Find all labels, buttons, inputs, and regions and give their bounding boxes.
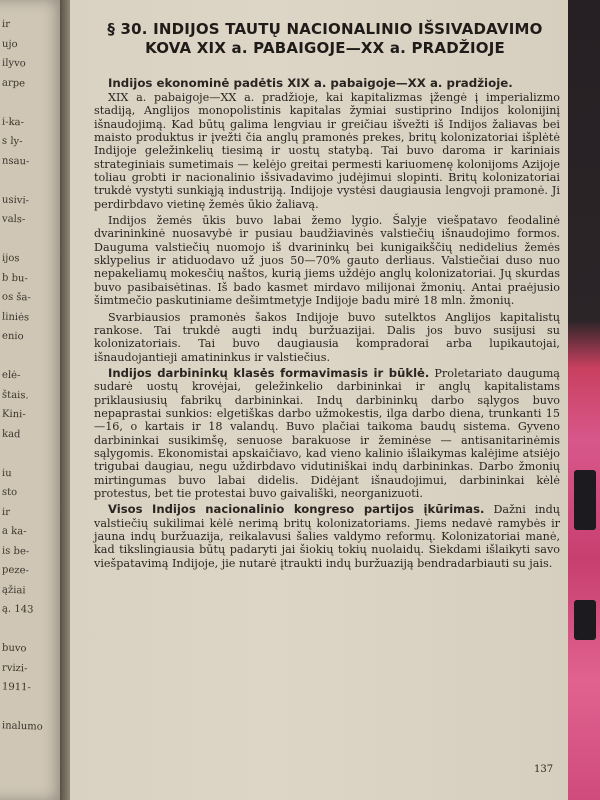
left-page-fragment: is be- xyxy=(1,545,30,557)
left-page-fragment: ąžiai xyxy=(1,584,26,596)
left-page-fragment: a ka- xyxy=(1,525,27,538)
book-page xyxy=(70,0,578,800)
left-page-fragment: b bu- xyxy=(1,272,28,284)
body-text xyxy=(94,76,560,570)
page-number: 137 xyxy=(534,764,554,775)
paragraph-agriculture: Indijos žemės ūkis buvo labai žemo lygio. Šalyje viešpatavo feodalinė dvarininkinė nuosavybė ir pusiau baudžiavinės valstiečių išnaudojimo formos. Dauguma valstiečių nuomojo iš dvarininkų bei kunigaikščių nedidelius žemės sklypelius ir atiduodavo už juos 50—70% gauto derliaus. Valstiečiai duso nuo nepakeliamų mokesčių naštos, kurią jiems uždėjo anglų kolonizatoriai. Jų skurdas buvo pasibaisėtinas. Iš bado kasmet mirdavo milijonai žmonių. Antai praėjusio šimtmečio paskutiniame dešimtmetyje Indijoje badu mirė 18 mln. žmonių. xyxy=(94,214,560,308)
left-page-fragment: ujo xyxy=(1,38,18,50)
section-title: § 30. INDIJOS TAUTŲ NACIONALINIO IŠSIVADAVIMO KOVA XIX a. PABAIGOJE—XX a. PRADŽIOJE xyxy=(107,20,543,57)
left-page-fragment: rvizi- xyxy=(1,662,28,674)
paragraph-body: Dažni indų valstiečių sukilimai kėlė nerimą britų kolonizatoriams. Jiems nedavė ramybės ir jauna indų buržuazija, reikalavusi šalies valdymo reformų. Kolonizatoriai manė, kad tikslingiausia būtų padaryti jai šiokių tokių nuolaidų. Siekdami išlaikyti savo viešpatavimą Indijoje, jie nutarė įtraukti indų buržuaziją bendradarbiauti su jais. xyxy=(94,503,560,570)
section-subheading: Indijos ekonominė padėtis XIX a. pabaigoje—XX a. pradžioje. xyxy=(108,76,513,90)
left-page-fragment: arpe xyxy=(1,77,26,89)
left-page-fragment: buvo xyxy=(1,642,27,655)
left-page-fragment: ą. 143 xyxy=(1,603,34,616)
left-page-fragment: ir xyxy=(1,506,11,518)
left-page xyxy=(0,0,62,800)
left-page-fragment: Kini- xyxy=(1,408,26,421)
left-page-fragment: vals- xyxy=(1,213,26,226)
left-page-fragment: peze- xyxy=(1,564,30,577)
left-page-fragment: štais. xyxy=(1,389,29,401)
left-page-fragment: ilyvo xyxy=(1,57,26,70)
paragraph-economy: XIX a. pabaigoje—XX a. pradžioje, kai kapitalizmas įžengė į imperializmo stadiją, Anglijos monopolistinis kapitalas žymiai sustiprino Indijos kolonijinį išnaudojimą. Kad būtų galima lengviau ir greičiau išvežti iš Indijos žaliavas bei maisto produktus ir įvežti čia anglų pramonės prekes, britų kolonizatoriai išplėtė Indijoje geležinkelių tiesimą ir uostų statybą. Tai buvo daroma ir kariniais strateginiais sumetimais — kelėjo greitai permesti kariuomenę kolonijoms Azijoje toliau grobti ir nacionalinio išsivadavimo judėjimui slopinti. Britų kolonizatoriai trukdė vystyti sunkiąją industriją. Indijoje vystėsi daugiausia lengvoji pramonė. Ji perdirbdavo vietinę žemės ūkio žaliavą. xyxy=(94,91,560,211)
paragraph-working-class xyxy=(94,367,560,500)
left-page-fragment: sto xyxy=(1,486,18,499)
left-page-fragment: usivi- xyxy=(1,194,30,206)
right-background-strip xyxy=(568,0,600,800)
left-page-fragment: i-ka- xyxy=(1,116,25,128)
left-page-fragment: inalumo xyxy=(1,720,43,733)
left-page-fragment: elė- xyxy=(1,369,21,382)
left-page-fragment: ijos xyxy=(1,252,20,265)
paragraph-body: Proletariato daugumą sudarė uostų krovėjai, geležinkelio darbininkai ir anglų kapitalistams priklausiusių fabrikų darbininkai. Indų darbininkų darbo sąlygos buvo nepaprastai sunkios: elgetiškas darbo užmokestis, ilga darbo diena, trunkanti 15—16, o kartais ir 18 valandų. Buvo plačiai taikoma baudų sistema. Gyveno darbininkai susikimšę, senuose barakuose ir žeminėse — antisanitarinėmis sąlygomis. Ekonomistai apskaičiavo, kad vieno kalinio išlaikymas kalėjime atsiėjo trigubai daugiau, negu uždirbdavo vidutiniškai indų darbininkas. Darbo žmonių mirtingumas buvo labai didelis. Didėjant išnaudojimui, darbininkai kėlė protestus, bet tie protestai buvo gaivališki, neorganizuoti. xyxy=(94,366,560,500)
left-page-fragment: s ly- xyxy=(1,135,23,148)
paragraph-congress xyxy=(94,503,560,570)
left-page-fragment: kad xyxy=(1,428,21,440)
paragraph-heading: Visos Indijos nacionalinio kongreso partijos įkūrimas. xyxy=(108,502,485,517)
left-page-fragment: ir xyxy=(1,18,11,31)
left-page-fragment: liniės xyxy=(1,311,30,323)
paragraph-industry: Svarbiausios pramonės šakos Indijoje buvo sutelktos Anglijos kapitalistų rankose. Tai trukdė augti indų buržuazijai. Dalis jos buvo susijusi su kolonizatoriais. Tai buvo daugiausia kompradorai arba lupikautojai, išnaudojantieji amatininkus ir valstiečius. xyxy=(94,310,560,364)
left-page-fragment: os ša- xyxy=(1,291,31,304)
left-page-fragment: enio xyxy=(1,330,24,343)
left-page-fragment: nsau- xyxy=(1,155,30,167)
paragraph-heading: Indijos darbininkų klasės formavimasis ir būklė. xyxy=(108,365,430,380)
left-page-fragment: 1911- xyxy=(1,681,32,694)
left-page-fragment: iu xyxy=(1,467,12,479)
